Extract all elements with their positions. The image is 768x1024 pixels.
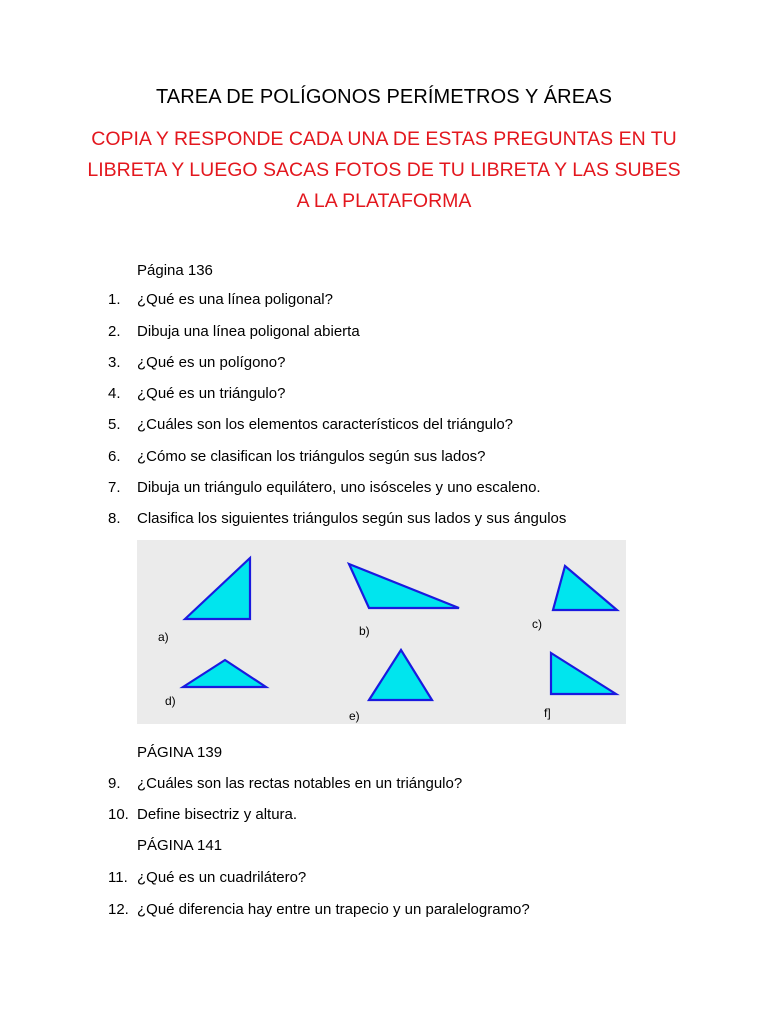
question-number: 12. bbox=[108, 901, 129, 918]
question-item bbox=[0, 901, 768, 925]
question-text: ¿Qué es un triángulo? bbox=[137, 385, 286, 402]
triangle-label-c: c) bbox=[532, 617, 542, 631]
triangle-label-d: d) bbox=[165, 694, 176, 708]
question-item bbox=[0, 354, 768, 378]
question-text: ¿Cuáles son las rectas notables en un triángulo? bbox=[137, 775, 463, 792]
question-item bbox=[0, 416, 768, 440]
question-item bbox=[0, 510, 768, 534]
question-text: ¿Cómo se clasifican los triángulos según sus lados? bbox=[137, 448, 486, 465]
question-item bbox=[0, 385, 768, 409]
question-text: ¿Qué es un cuadrilátero? bbox=[137, 869, 307, 886]
triangles-svg bbox=[137, 540, 626, 724]
question-item bbox=[0, 448, 768, 472]
triangle-label-a: a) bbox=[158, 630, 169, 644]
question-number: 8. bbox=[108, 510, 121, 527]
section-heading-page-136: Página 136 bbox=[137, 262, 213, 279]
question-number: 3. bbox=[108, 354, 121, 371]
question-number: 6. bbox=[108, 448, 121, 465]
question-number: 10. bbox=[108, 806, 129, 823]
question-item bbox=[0, 291, 768, 315]
question-item bbox=[0, 806, 768, 830]
question-number: 2. bbox=[108, 323, 121, 340]
question-item bbox=[0, 869, 768, 893]
question-text: Define bisectriz y altura. bbox=[137, 806, 298, 823]
question-number: 9. bbox=[108, 775, 121, 792]
triangle-b bbox=[349, 564, 459, 608]
triangle-c bbox=[553, 566, 617, 610]
question-text: Clasifica los siguientes triángulos según sus lados y sus ángulos bbox=[137, 510, 567, 527]
question-item bbox=[0, 323, 768, 347]
question-number: 5. bbox=[108, 416, 121, 433]
triangle-label-e: e) bbox=[349, 709, 360, 723]
question-item bbox=[0, 479, 768, 503]
triangle-f bbox=[551, 653, 616, 694]
section-heading-page-139: PÁGINA 139 bbox=[137, 744, 223, 761]
triangle-label-b: b) bbox=[359, 624, 370, 638]
question-text: ¿Qué diferencia hay entre un trapecio y un paralelogramo? bbox=[137, 901, 530, 918]
question-number: 4. bbox=[108, 385, 121, 402]
question-text: ¿Qué es una línea poligonal? bbox=[137, 291, 333, 308]
question-item bbox=[0, 775, 768, 799]
instructions-text: COPIA Y RESPONDE CADA UNA DE ESTAS PREGUNTAS EN TU LIBRETA Y LUEGO SACAS FOTOS DE TU LIBRETA Y LAS SUBES A LA PLATAFORMA bbox=[87, 128, 681, 212]
triangle-d bbox=[183, 660, 266, 687]
question-text: Dibuja un triángulo equilátero, uno isósceles y uno escaleno. bbox=[137, 479, 541, 496]
triangle-e bbox=[369, 650, 432, 700]
triangle-a bbox=[185, 558, 250, 619]
triangle-label-f: f] bbox=[544, 706, 551, 720]
document-title: TAREA DE POLÍGONOS PERÍMETROS Y ÁREAS bbox=[155, 86, 613, 108]
question-number: 7. bbox=[108, 479, 121, 496]
question-text: ¿Qué es un polígono? bbox=[137, 354, 286, 371]
question-number: 11. bbox=[108, 869, 128, 886]
triangles-figure bbox=[137, 540, 626, 724]
question-number: 1. bbox=[108, 291, 121, 308]
question-text: ¿Cuáles son los elementos característicos del triángulo? bbox=[137, 416, 514, 433]
section-heading-page-141: PÁGINA 141 bbox=[137, 837, 223, 854]
question-text: Dibuja una línea poligonal abierta bbox=[137, 323, 360, 340]
